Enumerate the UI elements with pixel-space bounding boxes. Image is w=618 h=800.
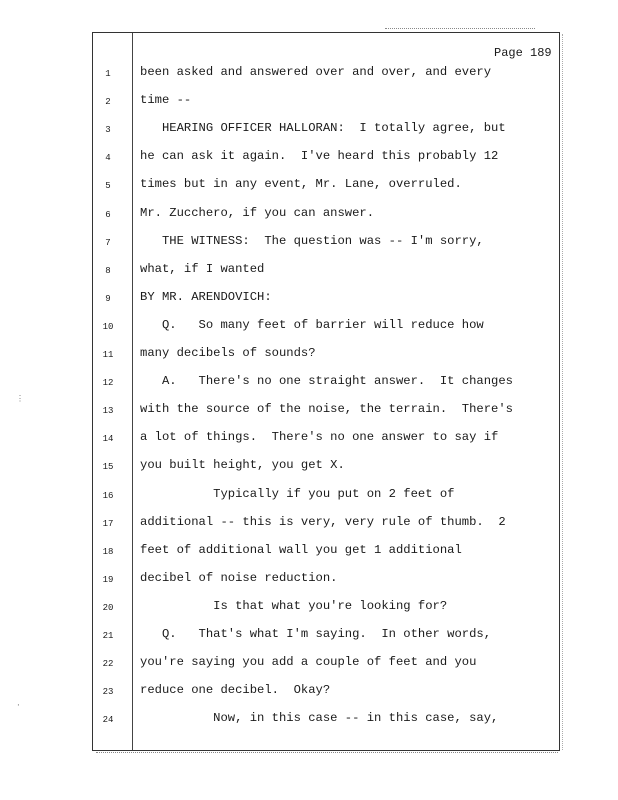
transcript-line <box>92 458 560 478</box>
transcript-line <box>92 177 560 197</box>
top-scan-strip <box>385 28 535 29</box>
line-text: he can ask it again. I've heard this probably 12 <box>140 149 499 164</box>
line-text: decibel of noise reduction. <box>140 570 338 585</box>
transcript-line <box>92 262 560 282</box>
transcript-line <box>92 318 560 338</box>
line-text: times but in any event, Mr. Lane, overruled. <box>140 177 462 192</box>
bottom-scan-strip <box>96 752 558 753</box>
line-number: 17 <box>102 518 114 529</box>
line-text: Now, in this case -- in this case, say, <box>140 711 499 726</box>
transcript-line <box>92 683 560 703</box>
binder-hole-mark: · <box>16 701 21 710</box>
transcript-line <box>92 149 560 169</box>
transcript-line <box>92 374 560 394</box>
transcript-line <box>92 543 560 563</box>
line-text: additional -- this is very, very rule of thumb. 2 <box>140 514 506 529</box>
transcript-line <box>92 655 560 675</box>
line-text: a lot of things. There's no one answer to say if <box>140 430 499 445</box>
transcript-line <box>92 487 560 507</box>
line-text: what, if I wanted <box>140 261 265 276</box>
line-text: BY MR. ARENDOVICH: <box>140 289 272 304</box>
line-number: 15 <box>102 462 114 473</box>
line-number: 5 <box>105 181 111 192</box>
line-text: Typically if you put on 2 feet of <box>140 486 455 501</box>
transcript-line <box>92 627 560 647</box>
line-number: 11 <box>102 350 114 360</box>
line-text: been asked and answered over and over, and every <box>140 65 492 79</box>
transcript-line <box>92 206 560 226</box>
line-text: many decibels of sounds? <box>140 346 316 360</box>
line-text: Q. So many feet of barrier will reduce how <box>140 317 484 332</box>
line-number: 13 <box>102 406 114 417</box>
line-text: Mr. Zucchero, if you can answer. <box>140 205 375 220</box>
line-text: time -- <box>140 93 192 108</box>
line-number: 24 <box>102 715 114 726</box>
line-number: 10 <box>102 321 114 332</box>
line-number: 8 <box>105 265 111 276</box>
line-text: A. There's no one straight answer. It changes <box>140 374 513 389</box>
line-number: 6 <box>105 209 111 220</box>
transcript-line <box>92 402 560 422</box>
line-number: 9 <box>105 293 111 304</box>
right-scan-edge <box>562 34 563 750</box>
transcript-line <box>92 515 560 535</box>
line-number: 22 <box>102 659 114 670</box>
line-text: THE WITNESS: The question was -- I'm sorry, <box>140 233 484 248</box>
transcript-line <box>92 599 560 619</box>
transcript-line <box>92 290 560 310</box>
binder-hole-mark: ⋮ <box>16 395 24 404</box>
transcript-line <box>92 65 560 85</box>
line-number: 3 <box>105 125 111 136</box>
line-number: 23 <box>102 687 114 698</box>
line-text: feet of additional wall you get 1 additional <box>140 542 462 557</box>
transcript-line <box>92 571 560 591</box>
line-text: with the source of the noise, the terrain. There's <box>140 402 513 417</box>
transcript-line <box>92 234 560 254</box>
line-number: 21 <box>102 631 114 641</box>
transcript-line <box>92 711 560 731</box>
transcript-line <box>92 430 560 450</box>
transcript-line <box>92 121 560 141</box>
line-text: reduce one decibel. Okay? <box>140 683 331 698</box>
page-number: Page 189 <box>494 46 552 60</box>
line-text: Q. That's what I'm saying. In other words, <box>140 627 492 641</box>
line-text: you're saying you add a couple of feet and you <box>140 655 477 670</box>
line-number: 14 <box>102 434 114 445</box>
line-number: 19 <box>102 574 114 585</box>
line-number: 1 <box>105 69 111 79</box>
line-number: 20 <box>102 602 114 613</box>
line-number: 12 <box>102 378 114 389</box>
line-text: Is that what you're looking for? <box>140 598 448 613</box>
line-number: 7 <box>105 237 111 248</box>
line-number: 16 <box>102 490 114 501</box>
line-number: 2 <box>105 97 111 108</box>
line-number: 18 <box>102 546 114 557</box>
line-text: HEARING OFFICER HALLORAN: I totally agree, but <box>140 121 506 136</box>
line-number: 4 <box>105 153 111 164</box>
transcript-line <box>92 346 560 366</box>
transcript-line <box>92 93 560 113</box>
line-text: you built height, you get X. <box>140 458 345 473</box>
